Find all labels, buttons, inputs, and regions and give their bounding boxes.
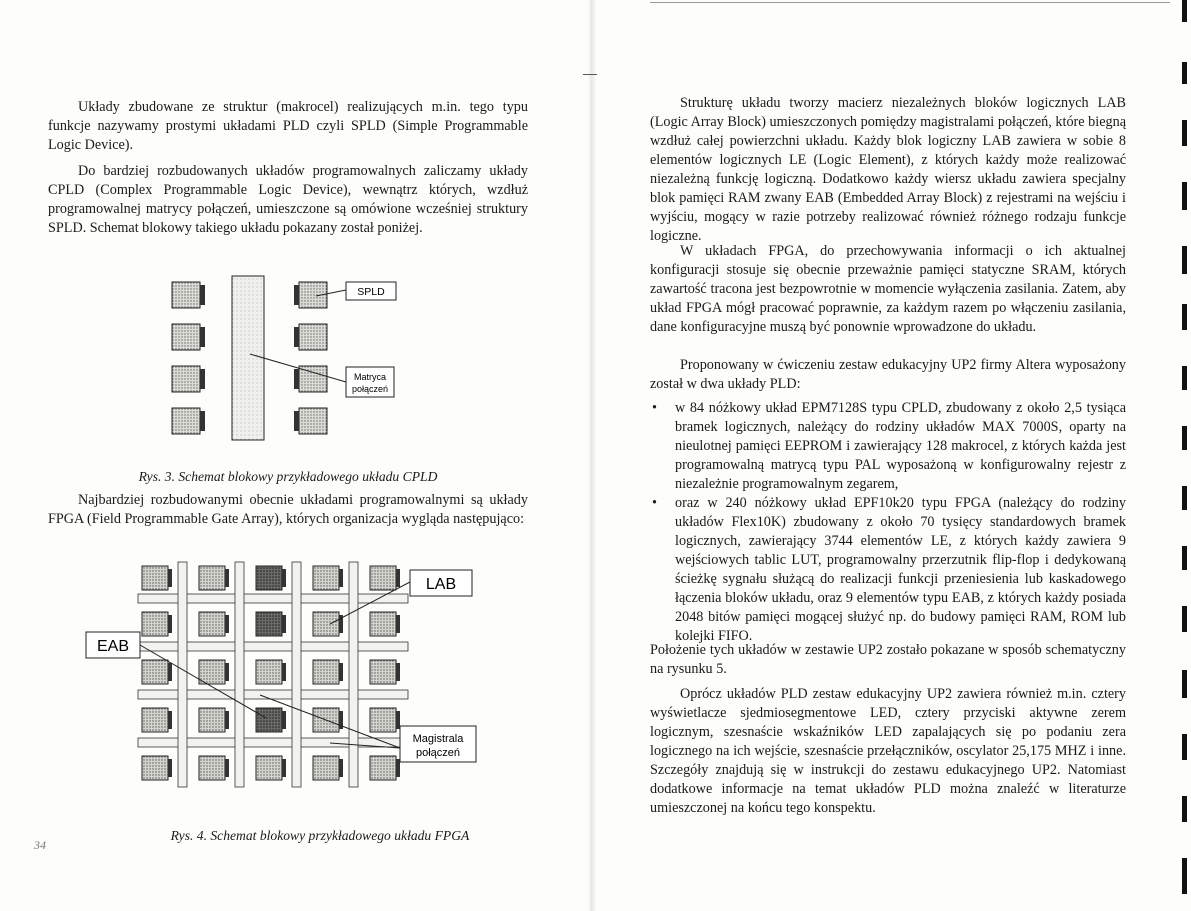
paragraph-sram: W układach FPGA, do przechowywania informacji o ich aktualnej konfiguracji stosuje się obecnie przeważnie pamięci statyczne SRAM, których zawartość tracona jest bezpowrotnie w momencie wyłączenia zasilania. Zatem, aby układ FPGA mógł pracować poprawnie, za każdym razem po włączeniu zasilania, dane konfiguracyjne muszą być ponownie wprowadzone do układu. [650, 243, 1126, 335]
eab-label: EAB [96, 638, 130, 655]
figure-cpld-diagram [160, 270, 410, 455]
pld-list [650, 399, 1126, 646]
spld-blocks-left [172, 282, 205, 434]
left-page [0, 0, 590, 911]
book-gutter [588, 0, 596, 911]
paragraph-fpga: Najbardziej rozbudowanymi obecnie układami programowalnymi są układy FPGA (Field Programmable Gate Array), których organizacja wygląda następująco: [48, 492, 528, 527]
paragraph-spld: Układy zbudowane ze struktur (makrocel) realizujących m.in. tego typu funkcje nazywamy prostymi układami PLD czyli SPLD (Simple Programmable Logic Device). [48, 99, 528, 153]
bus-label-line2: połączeń [415, 747, 461, 759]
paragraph-location: Położenie tych układów w zestawie UP2 zostało pokazane w sposób schematyczny na rysunku 5. [650, 642, 1126, 677]
paragraph-components: Oprócz układów PLD zestaw edukacyjny UP2 zawiera również m.in. cztery wyświetlacze sjedmiosegmentowe LED, cztery przyciski aktywne zerem logicznym, szesnaście wskaźników LED zapalających się po podaniu zera logicznego na ich wejście, szesnaście przełączników, oscylator 25,175 MHZ i inne. Szczegóły znajdują się w instrukcji do zestawu edukacyjnego UP2. Natomiast dodatkowe informacje na temat układów PLD można znaleźć w literaturze umieszczonej na końcu tego konspektu. [650, 686, 1126, 816]
scan-edge-marks [1177, 0, 1191, 911]
figure-3-caption: Rys. 3. Schemat blokowy przykładowego układu CPLD [138, 469, 438, 484]
bus-label-line1: Magistrala [412, 733, 464, 745]
interconnect-matrix [232, 276, 264, 440]
spld-label: SPLD [357, 286, 385, 298]
list-item-cpld: • w 84 nóżkowy układ EPM7128S typu CPLD, zbudowany z około 2,5 tysiąca bramek logicznych, należący do rodziny układów MAX 7000S, oparty na nieulotnej pamięci EEPROM i zawierający 128 makrocel, z których każda jest programowalną matrycą typu PAL wyposażoną w konfigurowalny rejestr z niezależnie programowalnym zegarem, [650, 399, 1126, 494]
figure-4-caption: Rys. 4. Schemat blokowy przykładowego układu FPGA [170, 828, 470, 843]
matrix-label-line2: połączeń [351, 384, 389, 394]
paragraph-up2: Proponowany w ćwiczeniu zestaw edukacyjny UP2 firmy Altera wyposażony został w dwa układy PLD: [650, 357, 1126, 392]
paragraph-cpld: Do bardziej rozbudowanych układów programowalnych zaliczamy układy CPLD (Complex Programmable Logic Device), wewnątrz których, wzdłuż programowalnej matrycy połączeń, umieszczone są omówione wcześniej struktury SPLD. Schemat blokowy takiego układu pokazany został poniżej. [48, 163, 528, 236]
lab-label: LAB [425, 576, 457, 593]
page-number: 34 [34, 838, 46, 852]
spld-blocks-right [294, 282, 327, 434]
list-item-fpga: • oraz w 240 nóżkowy układ EPF10k20 typu FPGA (należący do rodziny układów Flex10K) zbudowany z około 70 tysięcy standardowych bramek logicznych, zawierający 3744 elementów LE, z których każdy zawiera 9 wejściowych tablic LUT, programowalny przerzutnik flip-flop i dedykowaną ścieżkę sygnału służącą do realizacji funkcji przeniesienia lub kaskadowego łączenia bloków układu, oraz 9 elementów typu EAB, z których każdy posiada 2048 bitów pamięci mogącej służyć np. do budowy pamięci RAM, ROM lub kolejki FIFO. [650, 494, 1126, 646]
paragraph-structure: Strukturę układu tworzy macierz niezależnych bloków logicznych LAB (Logic Array Block) umieszczonych pomiędzy magistralami połączeń, które biegną wzdłuż całej powierzchni układu. Każdy blok logiczny LAB zawiera w sobie 8 elementów logicznych LE (Logic Element), z których każdy może realizować niezależną funkcję logiczną. Dodatkowo każdy wiersz układu zawiera specjalny blok pamięci RAM zwany EAB (Embedded Array Block) z rejestrami na wejściu i wyjściu, mogący w razie potrzeby realizować również różnego rodzaju funkcje logiczne. [650, 95, 1126, 244]
figure-fpga-diagram [80, 558, 490, 798]
matrix-label-line1: Matryca [353, 372, 387, 382]
gutter-mark [583, 74, 597, 75]
